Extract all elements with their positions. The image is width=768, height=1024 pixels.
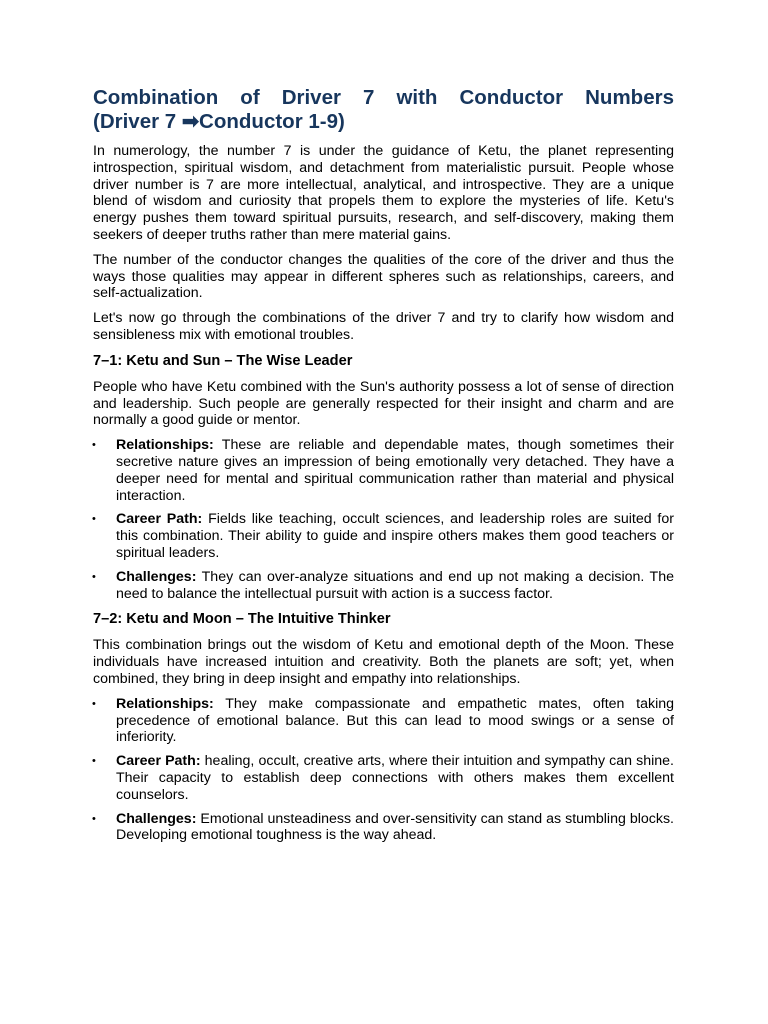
item-label: Relationships: bbox=[116, 695, 214, 712]
section-description: This combination brings out the wisdom of Ketu and emotional depth of the Moon. These individuals have increased intuition and creativity. Both the planets are soft; yet, when combined, they bring in deep insight and empathy into relationships. bbox=[93, 637, 674, 687]
bullet-icon: • bbox=[92, 812, 96, 825]
bullet-icon: • bbox=[92, 755, 96, 768]
bullet-icon: • bbox=[92, 697, 96, 710]
list-item bbox=[93, 696, 674, 746]
item-text: healing, occult, creative arts, where their intuition and sympathy can shine. Their capacity to establish deep connections with others makes them excellent counselors. bbox=[116, 753, 674, 803]
bullet-list bbox=[93, 696, 674, 844]
list-item bbox=[93, 753, 674, 803]
item-label: Challenges: bbox=[116, 568, 197, 585]
intro-paragraph-1: In numerology, the number 7 is under the guidance of Ketu, the planet representing introspection, spiritual wisdom, and detachment from materialistic pursuit. People whose driver number is 7 are more intellectual, analytical, and introspective. They are a unique blend of wisdom and curiosity that propels them to explore the mysteries of life. Ketu's energy pushes them toward spiritual pursuits, research, and self-discovery, making them seekers of deeper truths rather than mere material gains. bbox=[93, 143, 674, 243]
list-item bbox=[93, 811, 674, 845]
item-text: These are reliable and dependable mates, though sometimes their secretive nature gives an impression of being emotionally very detached. They have a deeper need for mental and spiritual communication rather than material and physical interaction. bbox=[116, 437, 674, 504]
list-item bbox=[93, 569, 674, 603]
item-label: Career Path: bbox=[116, 511, 203, 528]
section-heading: 7–1: Ketu and Sun – The Wise Leader bbox=[93, 352, 353, 369]
item-text: Fields like teaching, occult sciences, and leadership roles are suited for this combination. Their ability to guide and inspire others makes them good teachers or spiritual leaders. bbox=[116, 511, 674, 561]
bullet-list bbox=[93, 437, 674, 602]
intro-paragraph-2: The number of the conductor changes the qualities of the core of the driver and thus the ways those qualities may appear in different spheres such as relationships, careers, and self-actualization. bbox=[93, 251, 674, 302]
list-item bbox=[93, 437, 674, 504]
title-line-2: (Driver 7 ➡Conductor 1-9) bbox=[93, 110, 345, 133]
bullet-icon: • bbox=[92, 513, 96, 526]
intro-paragraph-3: Let's now go through the combinations of the driver 7 and try to clarify how wisdom and sensibleness mix with emotional troubles. bbox=[93, 310, 674, 343]
item-text: They make compassionate and empathetic mates, often taking precedence of emotional balance. But this can lead to mood swings or a sense of inferiority. bbox=[116, 695, 674, 746]
item-text: They can over-analyze situations and end up not making a decision. The need to balance the intellectual pursuit with action is a success factor. bbox=[116, 568, 674, 602]
section-description: People who have Ketu combined with the Sun's authority possess a lot of sense of direction and leadership. Such people are generally respected for their insight and charm and are normally a good guide or mentor. bbox=[93, 378, 674, 429]
item-label: Relationships: bbox=[116, 437, 214, 454]
section-7-2 bbox=[93, 610, 674, 844]
bullet-icon: • bbox=[92, 570, 96, 583]
page-title bbox=[93, 86, 674, 134]
item-label: Challenges: bbox=[116, 810, 197, 827]
item-label: Career Path: bbox=[116, 753, 201, 770]
bullet-icon: • bbox=[92, 439, 96, 452]
list-item bbox=[93, 511, 674, 561]
section-7-1 bbox=[93, 352, 674, 603]
item-text: Emotional unsteadiness and over-sensitivity can stand as stumbling blocks. Developing emotional toughness is the way ahead. bbox=[116, 810, 674, 844]
title-line-1: Combination of Driver 7 with Conductor Numbers bbox=[93, 86, 674, 109]
section-heading: 7–2: Ketu and Moon – The Intuitive Thinker bbox=[93, 611, 391, 628]
